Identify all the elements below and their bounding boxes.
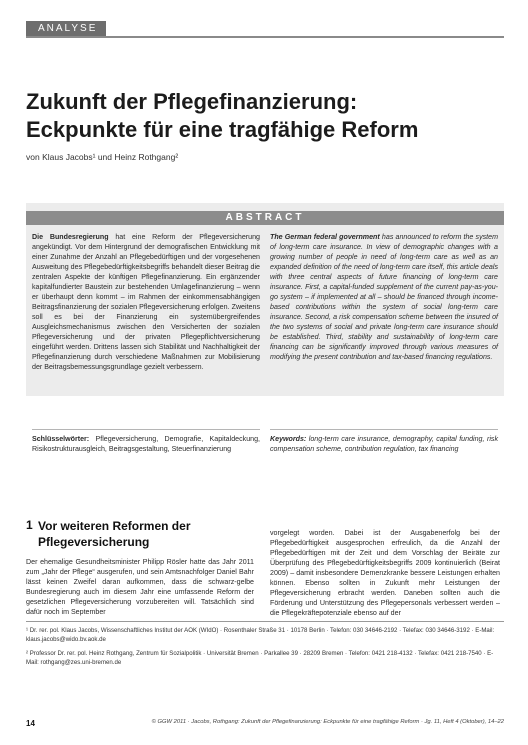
article-title (26, 88, 496, 144)
keywords-english-label: Keywords: (270, 435, 307, 443)
top-rule (26, 36, 504, 38)
title-line-2: Eckpunkte für eine tragfähige Reform (26, 117, 419, 142)
footnote-rule (26, 621, 504, 622)
title-line-1: Zukunft der Pflegefinanzierung: (26, 89, 358, 114)
authors-line: von Klaus Jacobs¹ und Heinz Rothgang² (26, 152, 179, 162)
abstract-english (270, 232, 498, 362)
footnote-1: ¹ Dr. rer. pol. Klaus Jacobs, Wissenschaftliches Institut der AOK (WIdO) · Rosenthaler Straße 31 · 10178 Berlin · Telefon: 030 34646-2192 · Telefax: 030 34646-3192 · E-Mail: klaus.jacobs@wido.bv.aok.de (26, 627, 495, 643)
keywords-english (270, 434, 498, 454)
page-number: 14 (26, 719, 35, 728)
keywords-german-label: Schlüsselwörter: (32, 435, 90, 443)
abstract-english-text: has announced to reform the system of long-term care insurance. In view of demographic changes with a growing number of people in need of long-term care as well as an expanded definition of the need of long-term care itself, this article deals with three central aspects of future financing of long-term care insurance. First, a capital-funded supplement of the current pay-as-you-go system – if implemented at all – should be financed through income-based contributions within the system of social long-term care insurance. Second, a risk compensation scheme between the insured of the two systems of social and private long-term care insurance should be established. Third, stability and sustainability of long-term care financing can be significantly improved through various measures of modifying the present contribution and tax-based financing regulations. (270, 233, 498, 361)
abstract-heading: ABSTRACT (26, 211, 504, 225)
abstract-separator-right (270, 429, 498, 430)
section-number: 1 (26, 518, 33, 532)
keywords-german (32, 434, 260, 454)
abstract-english-lead: The German federal government (270, 233, 380, 241)
footnote-2: ² Professor Dr. rer. pol. Heinz Rothgang, Zentrum für Sozialpolitik · Universität Bremen · Parkallee 39 · 28209 Bremen · Telefon: 0421 218-4132 · Telefax: 0421 218-7540 · E-Mail: rothgang@zes.uni-bremen.de (26, 650, 494, 666)
section-tag: ANALYSE (26, 21, 106, 36)
section-title: Vor weiteren Reformen der Pflegeversicherung (38, 519, 191, 549)
abstract-german-text: hat eine Reform der Pflegeversicherung angekündigt. Vor dem Hintergrund der demografischen Entwicklung mit einer Zunahme der Anzahl an Pflegebedürftigen und der vorgesehenen Ausweitung des Pflegebedürftigkeitsbegriffs behandelt dieser Beitrag die zentralen Aspekte der künftigen Pflegefinanzierung. Ein ergänzender kapitalfundierter Baustein zur bestehenden Umlagefinanzierung – wenn er überhaupt denn kommt – im Rahmen der einkommensabhängigen Beitragsfinanzierung der sozialen Pflegeversicherung erfolgen. Zweitens soll es bei der Finanzierung ein systemübergreifendes Ausgleichsmechanismus zwischen den Versicherten der sozialen Pflegeversicherung und der privaten Pflegepflichtversicherung eingeführt werden. Drittens lassen sich Stabilität und Nachhaltigkeit der Pflegefinanzierung durch verschiedene Maßnahmen zur Mobilisierung der Beitragsbemessungsgrundlage gezielt verbessern. (32, 233, 260, 371)
keywords-german-text: Pflegeversicherung, Demografie, Kapitaldeckung, Risikostrukturausgleich, Beitragsgestaltung, Steuerfinanzierung (32, 435, 260, 453)
body-text-right: vorgelegt worden. Dabei ist der Ausgabenerfolg bei der Pflegebedürftigkeit ausgesprochen erfreulich, da die Anzahl der Pflegebedürftigen mit der Zeit und dem Vorschlag der Beiräte zur Überprüfung des Pflegebedürftigkeitsbegriffs 2009 kontinuierlich (Beirat 2009) – damit insbesondere Demenzkranke bessere Leistungen erhalten können. Ebenso sollten in Zukunft mehr Leistungen der Pflegeversicherung erbracht werden. Daneben sollten auch die Förderung und Unterstützung des Pflegepersonals verbessert werden – die Pflegekräftepotenziale ebenso auf der (270, 529, 500, 617)
body-text-left: Der ehemalige Gesundheitsminister Philipp Rösler hatte das Jahr 2011 zum „Jahr der Pflege“ ausgerufen, und sein Amtsnachfolger Daniel Bahr lässt keinen Zweifel daran aufkommen, dass die schwarz-gelbe Bundesregierung auch im diesem Jahr eine umfassende Reform der gesetzlichen Pflegeversicherung vorzubereiten will. Tatsächlich sind dafür noch im September (26, 558, 254, 616)
abstract-german-lead: Die Bundesregierung (32, 233, 109, 241)
keywords-english-text: long-term care insurance, demography, capital funding, risk compensation scheme, contribution regulation, tax financing (270, 435, 498, 453)
abstract-separator-left (32, 429, 260, 430)
citation-line: © GGW 2011 · Jacobs, Rothgang: Zukunft der Pflegefinanzierung: Eckpunkte für eine tragfähige Reform · Jg. 11, Heft 4 (Oktober), 14–22 (151, 719, 504, 725)
abstract-german (32, 232, 260, 372)
footnotes (26, 626, 504, 672)
